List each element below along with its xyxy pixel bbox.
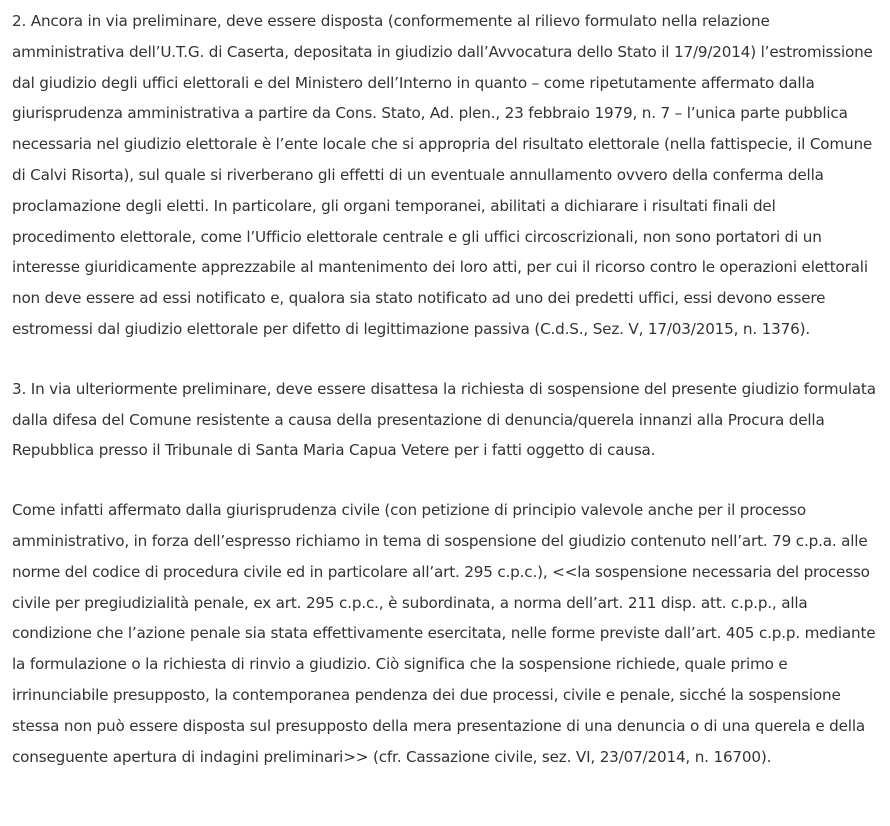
paragraph-2-estromissione: 2. Ancora in via preliminare, deve essere disposta (conformemente al rilievo formulato nella relazione amministrativa dell’U.T.G. di Caserta, depositata in giudizio dall’Avvocatura dello Stato il 17/9/2014) l’estromissione dal giudizio degli uffici elettorali e del Ministero dell’Interno in quanto – come ripetutamente affermato dalla giurisprudenza amministrativa a partire da Cons. Stato, Ad. plen., 23 febbraio 1979, n. 7 – l’unica parte pubblica necessaria nel giudizio elettorale è l’ente locale che si appropria del risultato elettorale (nella fattispecie, il Comune di Calvi Risorta), sul quale si riverberano gli effetti di un eventuale annullamento ovvero della conferma della proclamazione degli eletti. In particolare, gli organi temporanei, abilitati a dichiarare i risultati finali del procedimento elettorale, come l’Ufficio elettorale centrale e gli uffici circoscrizionali, non sono portatori di un interesse giuridicamente apprezzabile al mantenimento dei loro atti, per cui il ricorso contro le operazioni elettorali non deve essere ad essi notificato e, qualora sia stato notificato ad uno dei predetti uffici, essi devono essere estromessi dal giudizio elettorale per difetto di legittimazione passiva (C.d.S., Sez. V, 17/03/2015, n. 1376). [12,12,873,338]
paragraph-3-sospensione: 3. In via ulteriormente preliminare, deve essere disattesa la richiesta di sospensione del presente giudizio formulata dalla difesa del Comune resistente a causa della presentazione di denuncia/querela innanzi alla Procura della Repubblica presso il Tribunale di Santa Maria Capua Vetere per i fatti oggetto di causa. [12,379,876,460]
paragraph-giurisprudenza-civile: Come infatti affermato dalla giurisprudenza civile (con petizione di principio valevole anche per il processo amministrativo, in forza dell’espresso richiamo in tema di sospensione del giudizio contenuto nell’art. 79 c.p.a. alle norme del codice di procedura civile ed in particolare all’art. 295 c.p.c.), <<la sospensione necessaria del processo civile per pregiudizialità penale, ex art. 295 c.p.c., è subordinata, a norma dell’art. 211 disp. att. c.p.p., alla condizione che l’azione penale sia stata effettivamente esercitata, nelle forme previste dall’art. 405 c.p.p. mediante la formulazione o la richiesta di rinvio a giudizio. Ciò significa che la sospensione richiede, quale primo e irrinunciabile presupposto, la contemporanea pendenza dei due processi, civile e penale, sicché la sospensione stessa non può essere disposta sul presupposto della mera presentazione di una denuncia o di una querela e della conseguente apertura di indagini preliminari>> (cfr. Cassazione civile, sez. VI, 23/07/2014, n. 16700). [12,501,876,766]
